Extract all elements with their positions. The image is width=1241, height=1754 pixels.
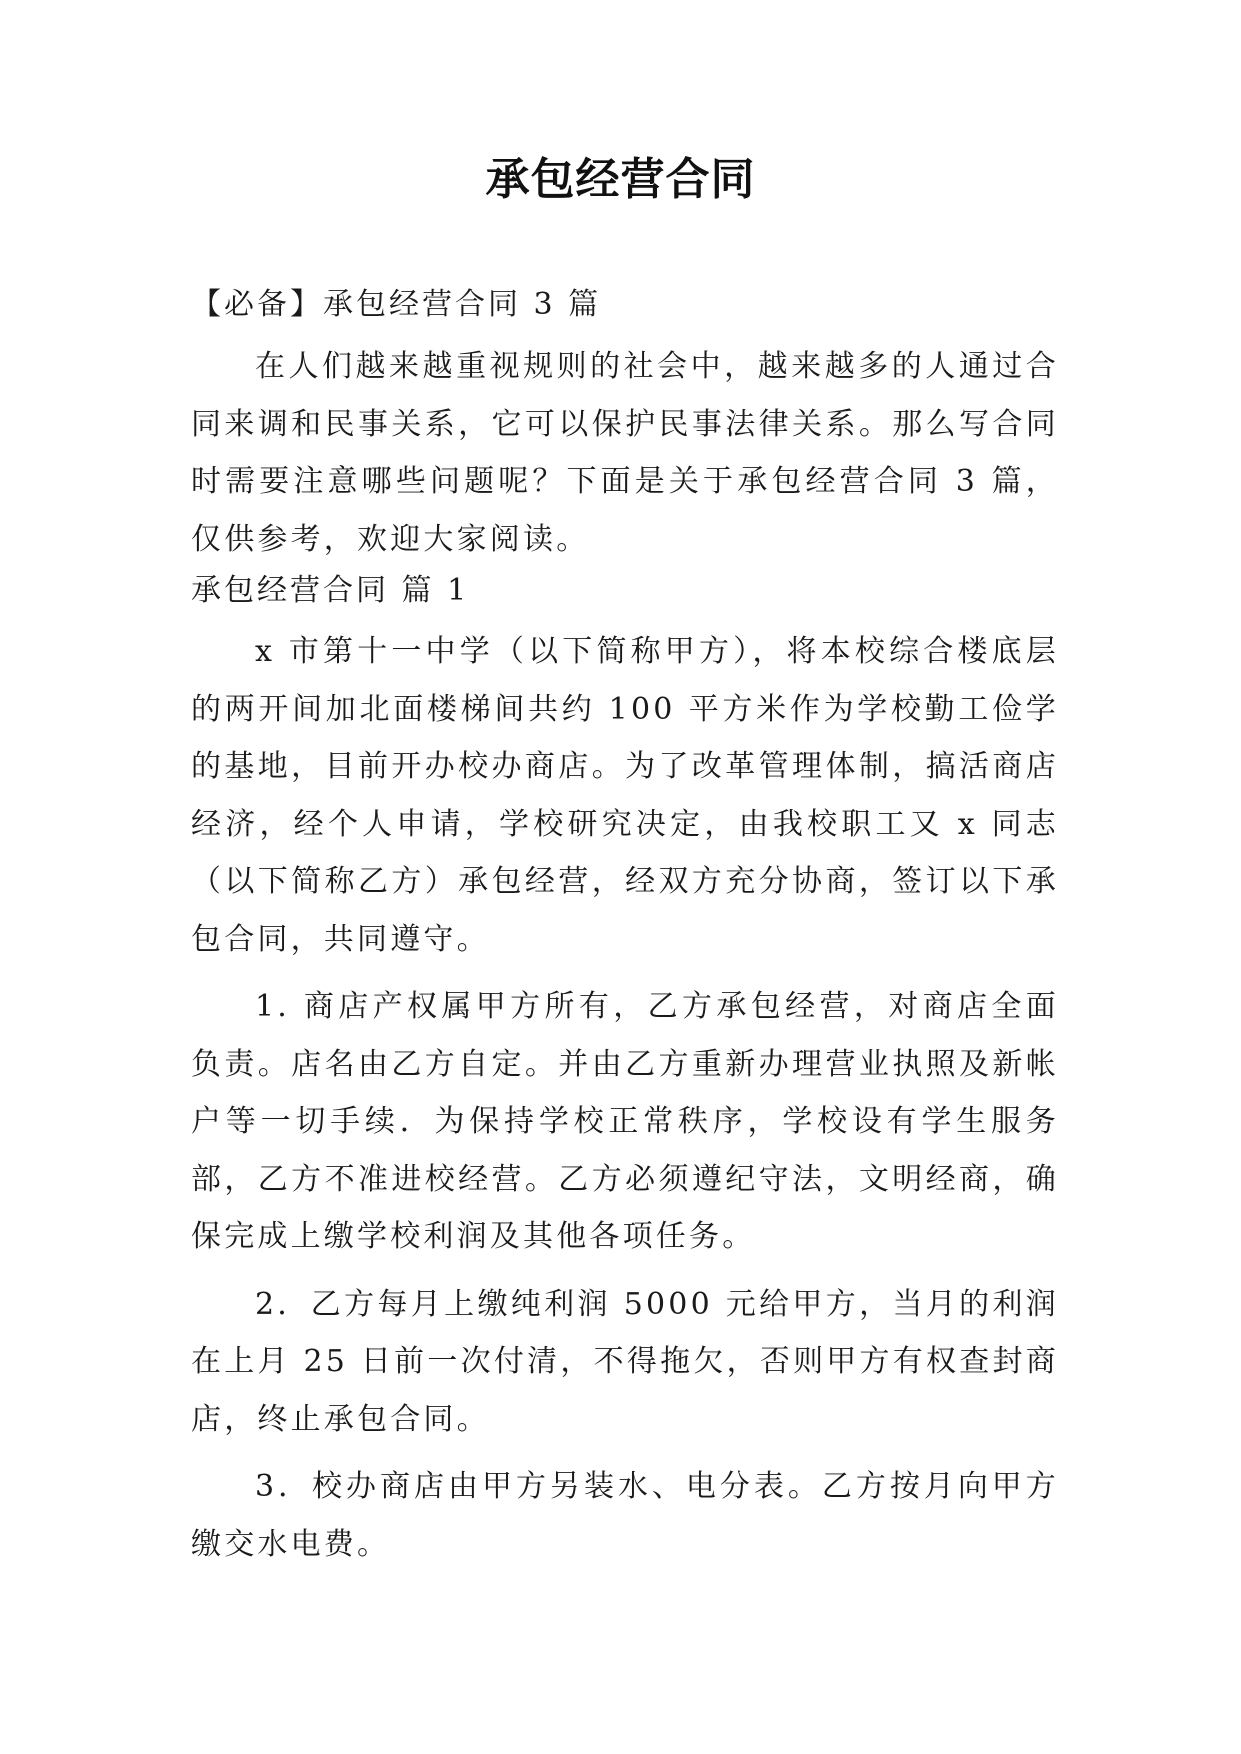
paragraph: 3．校办商店由甲方另装水、电分表。乙方按月向甲方缴交水电费。 bbox=[191, 1469, 1059, 1562]
section-heading: 承包经营合同 篇 1 bbox=[191, 573, 470, 608]
document-body bbox=[191, 285, 1059, 1573]
paragraph: x 市第十一中学（以下简称甲方），将本校综合楼底层的两开间加北面楼梯间共约 100 平方米作为学校勤工俭学的基地，目前开办校办商店。为了改革管理体制，搞活商店经济，经个人申请，学校研究决定，由我校职工又 x 同志（以下简称乙方）承包经营，经双方充分协商，签订以下承包合同，共同遵守。 bbox=[191, 634, 1059, 957]
paragraph: 1. 商店产权属甲方所有，乙方承包经营，对商店全面负责。店名由乙方自定。并由乙方重新办理营业执照及新帐户等一切手续．为保持学校正常秩序，学校设有学生服务部，乙方不准进校经营。乙方必须遵纪守法，文明经商，确保完成上缴学校利润及其他各项任务。 bbox=[191, 989, 1059, 1254]
document-title: 承包经营合同 bbox=[485, 154, 756, 205]
intro-paragraph: 在人们越来越重视规则的社会中，越来越多的人通过合同来调和民事关系，它可以保护民事法律关系。那么写合同时需要注意哪些问题呢？下面是关于承包经营合同 3 篇，仅供参考，欢迎大家阅读。 bbox=[191, 349, 1059, 557]
paragraph: 2．乙方每月上缴纯利润 5000 元给甲方，当月的利润在上月 25 日前一次付清，不得拖欠，否则甲方有权查封商店，终止承包合同。 bbox=[191, 1286, 1059, 1437]
intro-heading: 【必备】承包经营合同 3 篇 bbox=[191, 287, 602, 322]
